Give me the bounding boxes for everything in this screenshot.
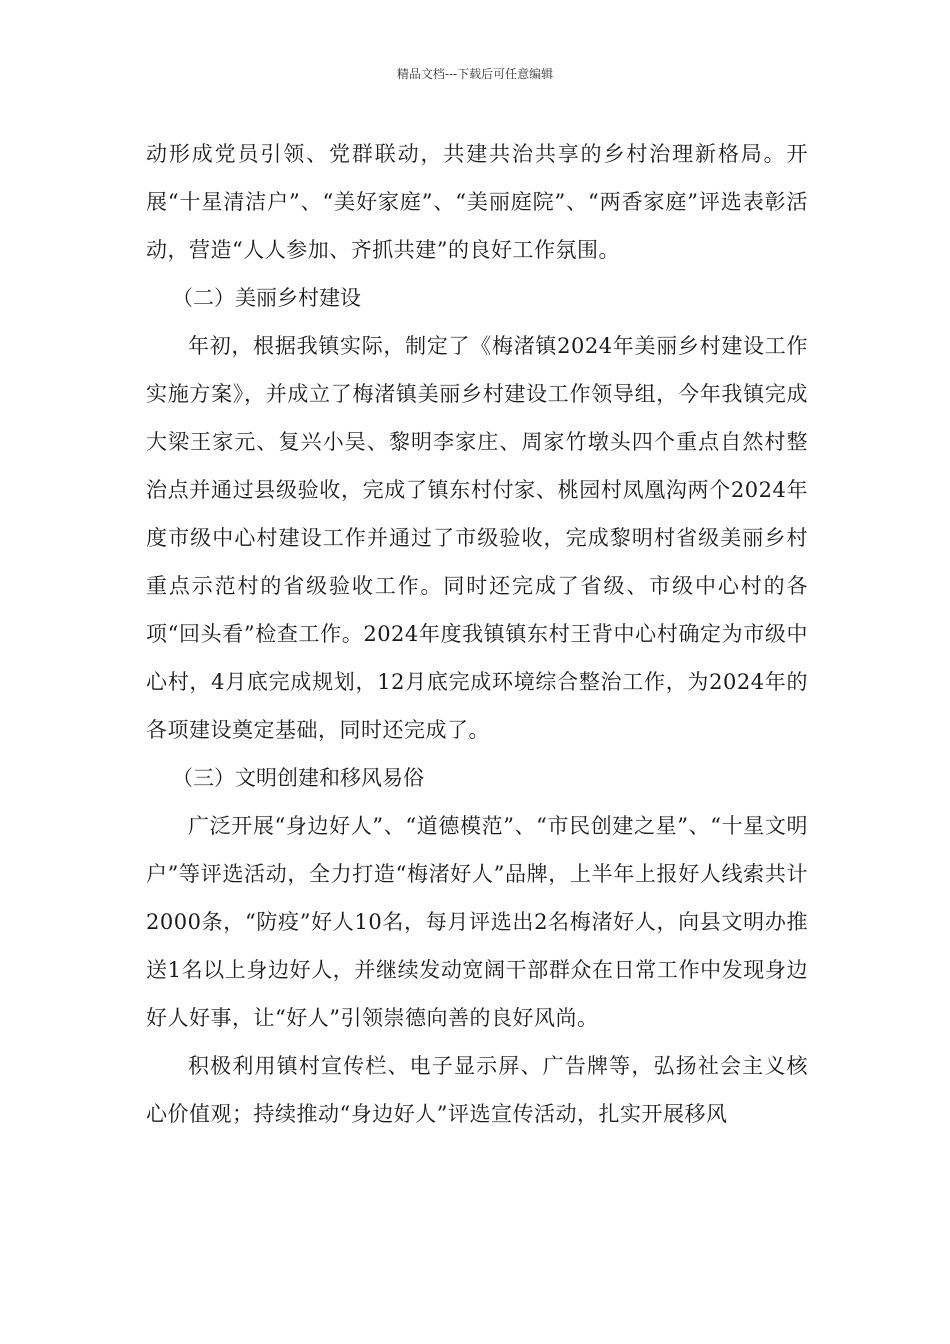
paragraph-beautiful-village: 年初，根据我镇实际，制定了《梅渚镇2024年美丽乡村建设工作实施方案》，并成立了梅渚镇美丽乡村建设工作领导组，今年我镇完成大梁王家元、复兴小吴、黎明李家庄、周家竹墩头四个重点自然村整治点并通过县级验收，完成了镇东村付家、桃园村凤凰沟两个2024年度市级中心村建设工作并通过了市级验收，完成黎明村省级美丽乡村重点示范村的省级验收工作。同时还完成了省级、市级中心村的各项“回头看”检查工作。2024年度我镇镇东村王背中心村确定为市级中心村，4月底完成规划，12月底完成环境综合整治工作，为2024年的各项建设奠定基础，同时还完成了。 <box>146 334 808 742</box>
paragraph-governance: 动形成党员引领、党群联动，共建共治共享的乡村治理新格局。开展“十星清洁户”、“美好家庭”、“美丽庭院”、“两香家庭”评选表彰活动，营造“人人参加、齐抓共建”的良好工作氛围。 <box>146 142 808 262</box>
document-body <box>146 130 808 1138</box>
page-header: 精品文档---下载后可任意编辑 <box>396 67 554 81</box>
section-heading-civilization: （三）文明创建和移风易俗 <box>172 766 424 790</box>
paragraph-publicity: 积极利用镇村宣传栏、电子显示屏、广告牌等，弘扬社会主义核心价值观；持续推动“身边好人”评选宣传活动，扎实开展移风 <box>146 1054 808 1126</box>
paragraph-good-people: 广泛开展“身边好人”、“道德模范”、“市民创建之星”、“十星文明户”等评选活动，全力打造“梅渚好人”品牌，上半年上报好人线索共计2000条，“防疫”好人10名，每月评选出2名梅渚好人，向县文明办推送1名以上身边好人，并继续发动宽阔干部群众在日常工作中发现身边好人好事，让“好人”引领崇德向善的良好风尚。 <box>146 814 808 1030</box>
section-heading-beautiful-village: （二）美丽乡村建设 <box>172 286 361 310</box>
